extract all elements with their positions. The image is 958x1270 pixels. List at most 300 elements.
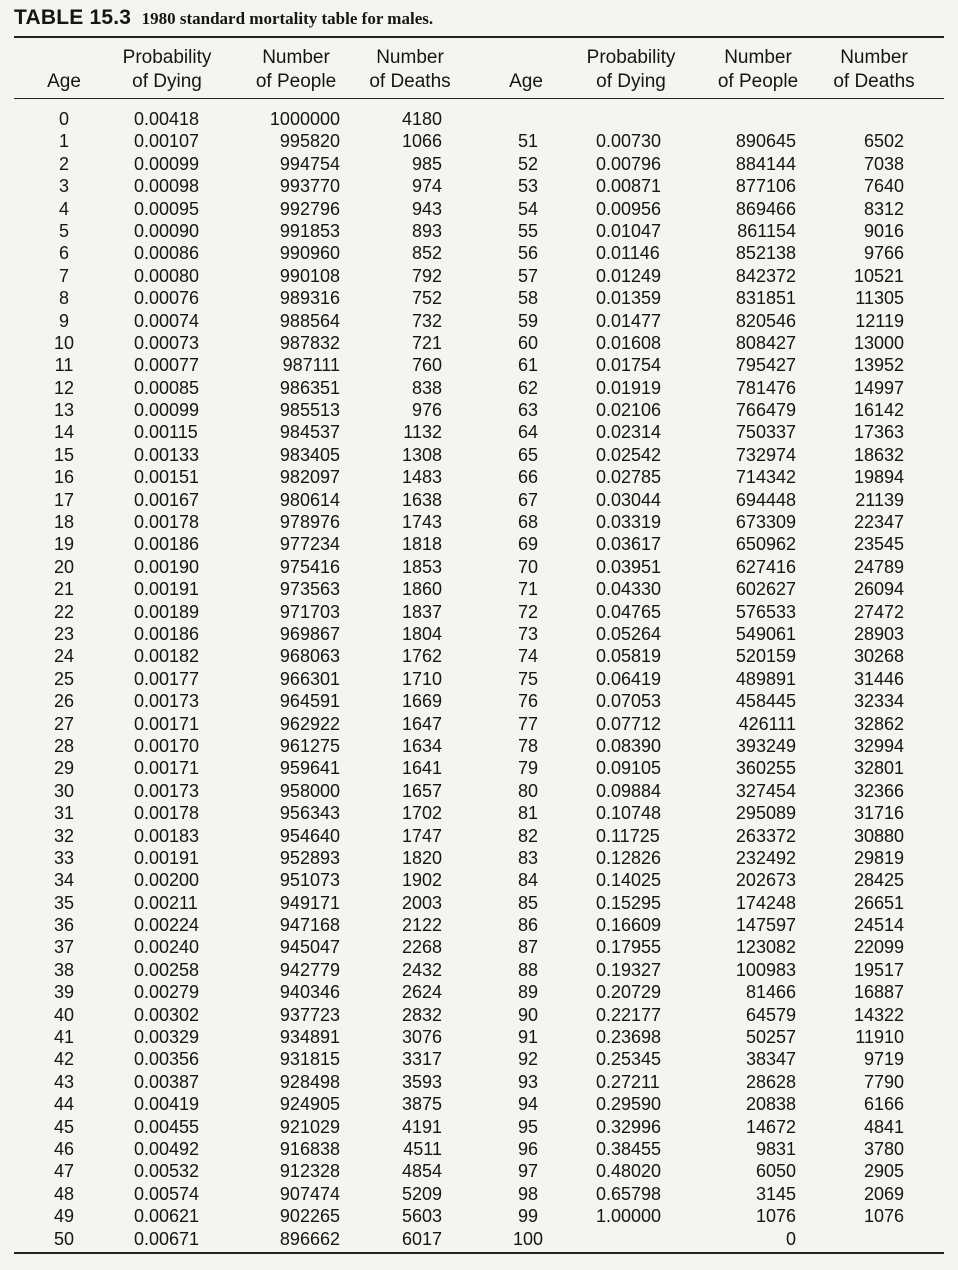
table-cell: 14: [53, 422, 75, 443]
table-cell: 877106: [735, 176, 796, 197]
table-cell: 93: [517, 1071, 539, 1092]
table-cell: 24514: [853, 915, 904, 936]
table-cell: 29819: [853, 847, 904, 868]
table-cell: 32862: [853, 713, 904, 734]
table-cell: 56: [517, 243, 539, 264]
table-cell: 1641: [401, 758, 442, 779]
table-cell: 13000: [853, 332, 904, 353]
table-cell: 0.23698: [596, 1027, 662, 1048]
table-title: 1980 standard mortality table for males.: [141, 9, 434, 28]
table-cell: 38: [53, 959, 75, 980]
table-cell: 2069: [863, 1183, 904, 1204]
header-probability-right: [576, 46, 686, 94]
table-cell: 842372: [735, 265, 796, 286]
table-cell: 24: [53, 646, 75, 667]
table-cell: 16142: [853, 400, 904, 421]
table-cell: 2624: [401, 982, 442, 1003]
table-cell: 1638: [401, 489, 442, 510]
table-cell: 26651: [853, 892, 904, 913]
table-cell: 71: [517, 579, 539, 600]
table-cell: 1902: [401, 870, 442, 891]
table-cell: 30268: [853, 646, 904, 667]
table-cell: 0.00077: [134, 355, 200, 376]
table-cell: 393249: [735, 735, 796, 756]
table-cell: 808427: [735, 332, 796, 353]
table-cell: 7: [58, 265, 69, 286]
table-cell: 795427: [735, 355, 796, 376]
table-cell: 0.00183: [134, 825, 200, 846]
table-cell: 3593: [401, 1071, 442, 1092]
table-cell: 14997: [853, 377, 904, 398]
table-cell: 0.14025: [596, 870, 662, 891]
table-cell: 902265: [279, 1206, 340, 1227]
table-cell: 1743: [401, 512, 442, 533]
table-cell: 9016: [863, 220, 904, 241]
table-cell: 1702: [401, 803, 442, 824]
table-cell: 49: [53, 1206, 75, 1227]
table-cell: 23: [53, 623, 75, 644]
table-cell: 32334: [853, 691, 904, 712]
table-cell: 21: [53, 579, 75, 600]
table-cell: 63: [517, 400, 539, 421]
table-cell: 721: [411, 332, 442, 353]
table-cell: 650962: [735, 534, 796, 555]
table-cell: 26094: [853, 579, 904, 600]
table-cell: 38347: [745, 1049, 796, 1070]
table-cell: 0.09105: [596, 758, 662, 779]
header-rule: [14, 98, 944, 99]
table-cell: 983405: [279, 444, 340, 465]
table-cell: 1762: [401, 646, 442, 667]
table-cell: 0.00190: [134, 556, 200, 577]
header-people-left-line1: Number: [262, 47, 330, 68]
table-cell: 673309: [735, 512, 796, 533]
table-cell: 2: [58, 153, 69, 174]
table-cell: 75: [517, 668, 539, 689]
table-cell: 1000000: [269, 109, 340, 129]
table-cell: 9766: [863, 243, 904, 264]
table-cell: 0.02314: [596, 422, 662, 443]
table-cell: 943: [411, 198, 442, 219]
table-cell: 60: [517, 332, 539, 353]
table-cell: 19: [53, 534, 75, 555]
table-cell: 937723: [279, 1004, 340, 1025]
table-cell: 7038: [863, 153, 904, 174]
table-cell: 781476: [735, 377, 796, 398]
table-cell: 0.03617: [596, 534, 662, 555]
table-cell: 992796: [279, 198, 340, 219]
table-cell: 65: [517, 444, 539, 465]
table-cell: 0.00191: [134, 847, 200, 868]
table-cell: 28425: [853, 870, 904, 891]
table-cell: 46: [53, 1138, 75, 1159]
table-cell: 0.02106: [596, 400, 662, 421]
table-cell: 0.00151: [134, 467, 200, 488]
table-cell: 30: [53, 780, 75, 801]
table-cell: 3317: [401, 1049, 442, 1070]
table-cell: 4: [58, 198, 69, 219]
table-cell: 958000: [279, 780, 340, 801]
table-cell: 98: [517, 1183, 539, 1204]
table-cell: [840, 108, 904, 130]
table-cell: 0.00574: [134, 1183, 200, 1204]
table-cell: 147597: [735, 915, 796, 936]
table-cell: 18632: [853, 444, 904, 465]
table-cell: 0.00279: [134, 982, 200, 1003]
table-cell: 0.00073: [134, 332, 200, 353]
table-cell: 6502: [863, 131, 904, 152]
table-cell: 47: [53, 1161, 75, 1182]
table-cell: 9: [58, 310, 69, 331]
table-cell: 971703: [279, 601, 340, 622]
table-cell: 61: [517, 355, 539, 376]
table-cell: 96: [517, 1138, 539, 1159]
table-cell: 940346: [279, 982, 340, 1003]
table-cell: 977234: [279, 534, 340, 555]
table-cell: 0.01608: [596, 332, 662, 353]
table-cell: 1747: [401, 825, 442, 846]
table-cell: 29: [53, 758, 75, 779]
table-cell: 1818: [401, 534, 442, 555]
table-cell: 752: [411, 288, 442, 309]
header-age-left: [40, 46, 88, 94]
table-cell: 19517: [853, 959, 904, 980]
table-cell: 3: [58, 176, 69, 197]
table-cell: 91: [517, 1027, 539, 1048]
table-cell: 766479: [735, 400, 796, 421]
table-cell: 1647: [401, 713, 442, 734]
table-cell: 2122: [401, 915, 442, 936]
table-cell: 966301: [279, 668, 340, 689]
table-cell: 942779: [279, 959, 340, 980]
column-age-left: [42, 108, 86, 1250]
table-cell: 896662: [279, 1228, 340, 1249]
table-cell: 0.00182: [134, 646, 200, 667]
table-cell: 907474: [279, 1183, 340, 1204]
table-cell: 17: [53, 489, 75, 510]
table-cell: 0.00099: [134, 153, 200, 174]
table-cell: 31: [53, 803, 75, 824]
table-cell: 976: [411, 400, 442, 421]
table-cell: 949171: [279, 892, 340, 913]
table-cell: [506, 108, 550, 130]
column-deaths-right: [840, 108, 904, 1250]
table-cell: 20: [53, 556, 75, 577]
table-cell: 973563: [279, 579, 340, 600]
table-cell: 0.29590: [596, 1094, 662, 1115]
header-probability-left-line1: Probability: [122, 47, 212, 68]
header-age-right-text: Age: [509, 71, 543, 92]
table-cell: 100: [512, 1228, 544, 1249]
table-cell: 3875: [401, 1094, 442, 1115]
table-cell: 0.00178: [134, 803, 200, 824]
table-cell: 986351: [279, 377, 340, 398]
table-cell: 8312: [863, 198, 904, 219]
table-cell: 0.00171: [134, 758, 200, 779]
table-cell: 97: [517, 1161, 539, 1182]
table-cell: 81466: [745, 982, 796, 1003]
table-cell: 5603: [401, 1206, 442, 1227]
table-cell: 36: [53, 915, 75, 936]
header-deaths-left-line2: of Deaths: [369, 71, 451, 92]
table-cell: 0.03044: [596, 489, 662, 510]
table-cell: 928498: [279, 1071, 340, 1092]
table-cell: 0.00200: [134, 870, 200, 891]
table-cell: 0.05819: [596, 646, 662, 667]
table-cell: 990108: [279, 265, 340, 286]
table-cell: 988564: [279, 310, 340, 331]
table-cell: 489891: [735, 668, 796, 689]
table-cell: 45: [53, 1116, 75, 1137]
table-cell: 50: [53, 1228, 75, 1249]
table-number: TABLE 15.3: [14, 6, 132, 29]
header-people-left-line2: of People: [255, 71, 337, 92]
table-cell: 32801: [853, 758, 904, 779]
table-cell: 100983: [735, 959, 796, 980]
table-cell: 37: [53, 937, 75, 958]
table-cell: 0.00086: [134, 243, 200, 264]
table-cell: 0.38455: [596, 1138, 662, 1159]
table-cell: [596, 108, 696, 130]
table-cell: 33: [53, 847, 75, 868]
table-cell: 0.00492: [134, 1138, 200, 1159]
table-cell: 25: [53, 668, 75, 689]
table-cell: 1657: [401, 780, 442, 801]
table-cell: 0: [785, 1228, 796, 1249]
table-cell: 0.05264: [596, 623, 662, 644]
table-cell: 11305: [855, 288, 904, 309]
table-cell: 0.01047: [596, 220, 662, 241]
table-cell: 0.00099: [134, 400, 200, 421]
table-caption: [14, 6, 433, 30]
table-cell: 80: [517, 780, 539, 801]
table-cell: 760: [411, 355, 442, 376]
table-cell: 924905: [279, 1094, 340, 1115]
table-cell: 78: [517, 735, 539, 756]
table-cell: 0.00211: [134, 892, 198, 913]
table-cell: 30880: [853, 825, 904, 846]
header-deaths-left-line1: Number: [376, 47, 444, 68]
table-cell: 77: [517, 713, 539, 734]
table-cell: 0.08390: [596, 735, 662, 756]
table-cell: 19894: [853, 467, 904, 488]
table-cell: 40: [53, 1004, 75, 1025]
table-cell: 9719: [863, 1049, 904, 1070]
table-cell: 947168: [279, 915, 340, 936]
table-cell: 15: [53, 444, 75, 465]
table-cell: 978976: [279, 512, 340, 533]
table-cell: 993770: [279, 176, 340, 197]
table-cell: 123082: [735, 937, 796, 958]
table-cell: 0.00074: [134, 310, 200, 331]
table-cell: 69: [517, 534, 539, 555]
table-cell: 4841: [863, 1116, 904, 1137]
table-cell: 921029: [279, 1116, 340, 1137]
table-cell: 0.00115: [134, 422, 198, 443]
table-cell: 962922: [279, 713, 340, 734]
table-cell: 0.00173: [134, 691, 200, 712]
table-cell: 295089: [735, 803, 796, 824]
table-cell: 987832: [279, 332, 340, 353]
header-deaths-left: [362, 46, 458, 94]
table-cell: 0.00302: [134, 1004, 200, 1025]
table-cell: 0.00167: [134, 489, 200, 510]
table-cell: 20838: [745, 1094, 796, 1115]
table-cell: 1669: [401, 691, 442, 712]
table-cell: 14322: [853, 1004, 904, 1025]
table-cell: 994754: [279, 153, 340, 174]
table-cell: 0.00171: [134, 713, 200, 734]
table-cell: 32994: [853, 735, 904, 756]
table-cell: 7640: [863, 176, 904, 197]
table-cell: 869466: [735, 198, 796, 219]
column-age-right: [506, 108, 550, 1250]
table-cell: 0.00871: [596, 176, 662, 197]
table-cell: 70: [517, 556, 539, 577]
table-cell: 0.48020: [596, 1161, 662, 1182]
table-cell: 41: [53, 1027, 75, 1048]
table-cell: 0.00455: [134, 1116, 200, 1137]
column-probability-right: [596, 108, 696, 1250]
table-cell: 426111: [738, 713, 796, 734]
table-cell: 952893: [279, 847, 340, 868]
table-cell: 0.00671: [134, 1228, 200, 1249]
table-cell: 42: [53, 1049, 75, 1070]
table-cell: 0.00956: [596, 198, 662, 219]
table-cell: 66: [517, 467, 539, 488]
header-deaths-right-line1: Number: [840, 47, 908, 68]
table-cell: 10: [53, 332, 75, 353]
table-cell: 0.09884: [596, 780, 662, 801]
table-cell: 0.00177: [134, 668, 200, 689]
table-cell: 4854: [401, 1161, 442, 1182]
table-cell: 53: [517, 176, 539, 197]
table-cell: 968063: [279, 646, 340, 667]
table-cell: 79: [517, 758, 539, 779]
table-cell: 13952: [853, 355, 904, 376]
table-cell: 0.03951: [596, 556, 662, 577]
table-cell: 694448: [735, 489, 796, 510]
table-cell: 85: [517, 892, 539, 913]
column-people-left: [248, 108, 340, 1250]
table-cell: 27472: [853, 601, 904, 622]
header-deaths-right-line2: of Deaths: [833, 71, 915, 92]
table-cell: 16: [53, 467, 75, 488]
table-cell: 81: [517, 803, 539, 824]
table-cell: 95: [517, 1116, 539, 1137]
table-cell: 0.01249: [596, 265, 662, 286]
table-cell: 1076: [863, 1206, 904, 1227]
table-cell: 28: [53, 735, 75, 756]
table-cell: 982097: [279, 467, 340, 488]
table-cell: [840, 1228, 904, 1250]
table-cell: 990960: [279, 243, 340, 264]
table-cell: 931815: [279, 1049, 340, 1070]
table-cell: 820546: [735, 310, 796, 331]
table-cell: 6017: [401, 1228, 442, 1249]
table-cell: 1860: [401, 579, 442, 600]
table-cell: 39: [53, 982, 75, 1003]
table-cell: 84: [517, 870, 539, 891]
table-cell: 831851: [735, 288, 796, 309]
table-cell: 3780: [863, 1138, 904, 1159]
table-cell: 2268: [401, 937, 442, 958]
table-cell: 0.02542: [596, 444, 662, 465]
table-cell: 1: [58, 131, 69, 152]
table-cell: 0.00098: [134, 176, 200, 197]
table-cell: 0.19327: [596, 959, 662, 980]
table-cell: 0.12826: [596, 847, 662, 868]
table-cell: 0.00621: [134, 1206, 200, 1227]
table-cell: 0.01919: [596, 377, 662, 398]
table-cell: 916838: [279, 1138, 340, 1159]
table-cell: 0.00730: [596, 131, 662, 152]
table-cell: 984537: [279, 422, 340, 443]
table-cell: 0.00329: [134, 1027, 200, 1048]
table-cell: 22099: [853, 937, 904, 958]
table-cell: 3145: [755, 1183, 796, 1204]
table-cell: 6166: [863, 1094, 904, 1115]
table-cell: 0.22177: [596, 1004, 662, 1025]
table-cell: 99: [517, 1206, 539, 1227]
table-cell: 954640: [279, 825, 340, 846]
table-cell: 0.20729: [596, 982, 662, 1003]
table-cell: 12119: [855, 310, 904, 331]
table-cell: 43: [53, 1071, 75, 1092]
table-cell: 16887: [853, 982, 904, 1003]
table-cell: 0.00090: [134, 220, 200, 241]
table-cell: 1837: [401, 601, 442, 622]
table-cell: 458445: [735, 691, 796, 712]
table-cell: 14672: [745, 1116, 796, 1137]
table-cell: [714, 108, 796, 130]
table-cell: 57: [517, 265, 539, 286]
table-cell: 21139: [855, 489, 904, 510]
header-people-right-line1: Number: [724, 47, 792, 68]
table-cell: 1634: [401, 735, 442, 756]
top-rule: [14, 36, 944, 38]
table-cell: 0.00258: [134, 959, 200, 980]
table-cell: 0.00387: [134, 1071, 200, 1092]
table-cell: 0.65798: [596, 1183, 662, 1204]
header-age-right: [502, 46, 550, 94]
header-probability-left: [112, 46, 222, 94]
table-cell: 0.00240: [134, 937, 200, 958]
table-cell: 86: [517, 915, 539, 936]
table-cell: 732: [411, 310, 442, 331]
table-cell: 74: [517, 646, 539, 667]
table-cell: 0.00186: [134, 623, 200, 644]
table-cell: 31716: [853, 803, 904, 824]
table-cell: 0.04765: [596, 601, 662, 622]
table-cell: 22: [53, 601, 75, 622]
table-cell: 951073: [279, 870, 340, 891]
table-cell: 5: [58, 220, 69, 241]
table-cell: 59: [517, 310, 539, 331]
table-cell: 934891: [279, 1027, 340, 1048]
table-cell: 1066: [401, 131, 442, 152]
table-cell: 549061: [735, 623, 796, 644]
table-cell: 995820: [279, 131, 340, 152]
table-cell: 76: [517, 691, 539, 712]
header-people-right-line2: of People: [717, 71, 799, 92]
table-cell: 1853: [401, 556, 442, 577]
table-cell: 945047: [279, 937, 340, 958]
table-cell: 959641: [279, 758, 340, 779]
table-cell: 32: [53, 825, 75, 846]
table-cell: 4511: [403, 1138, 442, 1159]
table-cell: 327454: [735, 780, 796, 801]
